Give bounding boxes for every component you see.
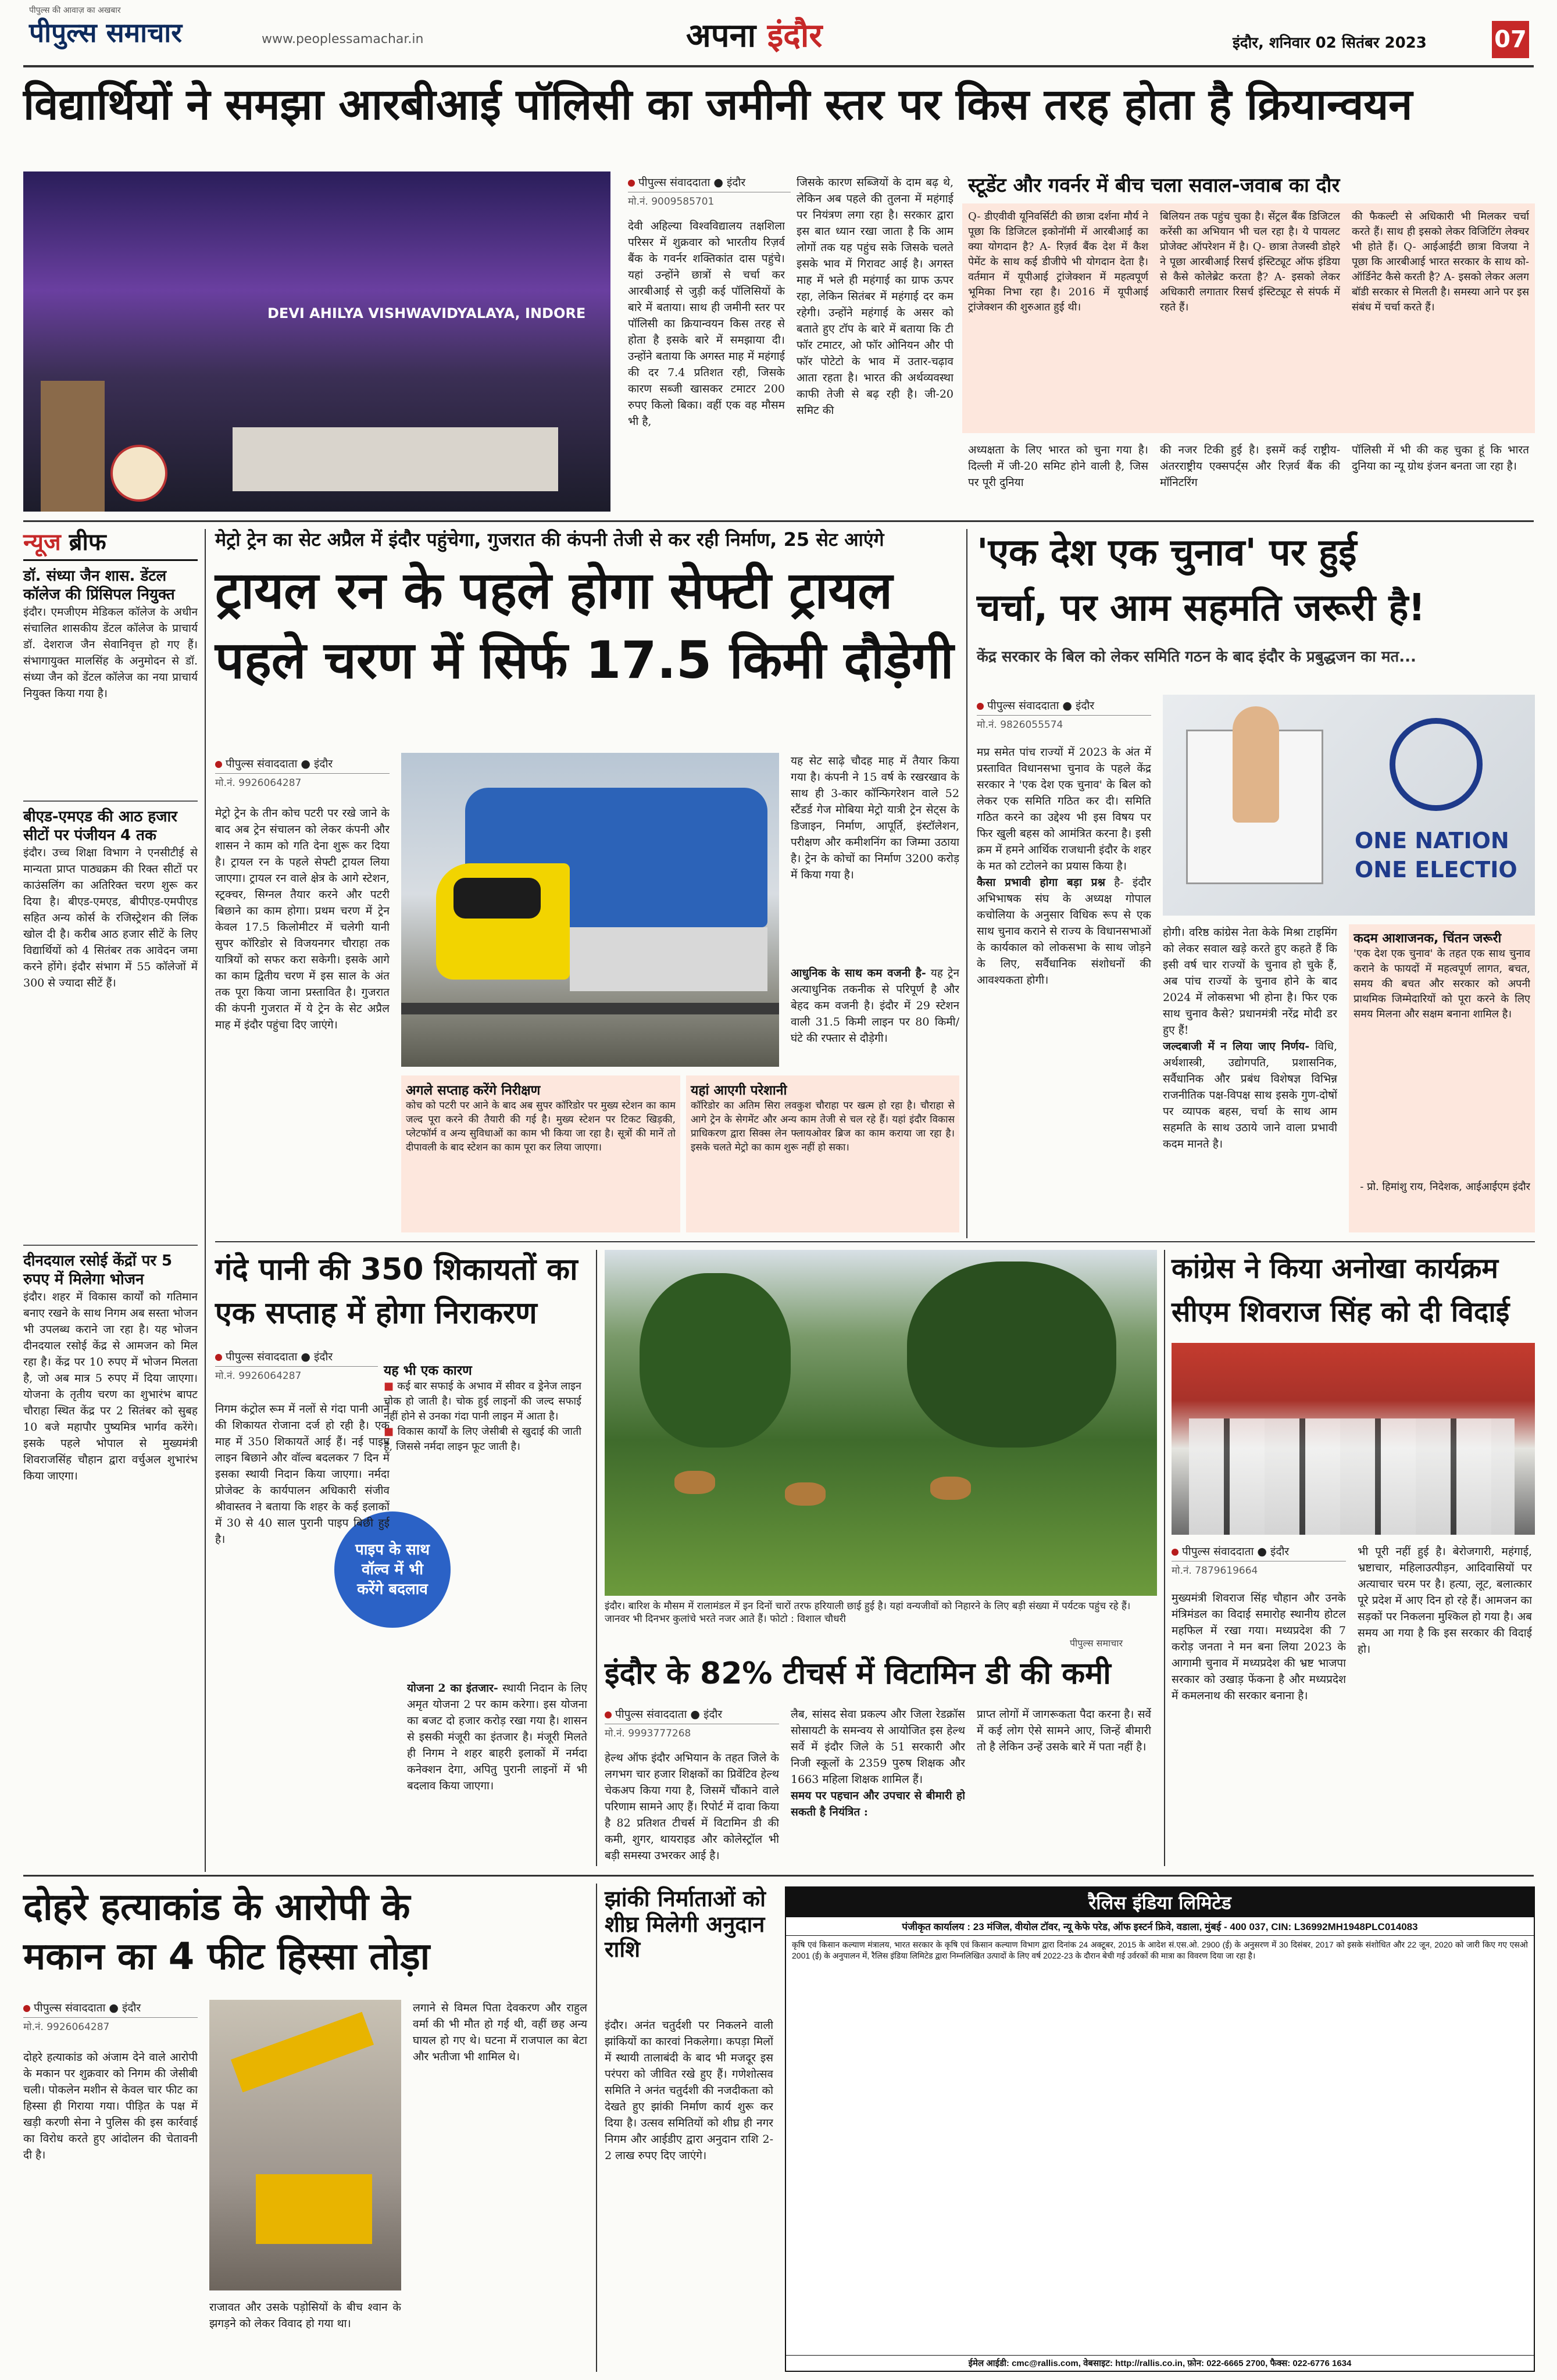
onoe-sub-2: जल्दबाजी में न लिया जाए निर्णय- <box>1163 1040 1310 1053</box>
news-brief-column <box>23 529 198 1866</box>
congress-headline-1: कांग्रेस ने किया अनोखा कार्यक्रम <box>1172 1252 1499 1285</box>
congress-col-1: मुख्यमंत्री शिवराज सिंह चौहान और उनके मंत्रिमंडल का विदाई समारोह स्थानीय होटल महफिल में रखा गया। मध्यप्रदेश की 7 करोड़ जनता ने मन बना लिया 2023 के आगामी चुनाव में मध्यप्रदेश की भ्रष्ट भाजपा सरकार को उखाड़ फेंकना है और मध्यप्रदेश में कमलनाथ की सरकार बनाना है। <box>1172 1592 1346 1702</box>
vitd-sub: समय पर पहचान और उपचार से बीमारी हो सकती है नियंत्रित : <box>791 1789 965 1818</box>
metro-col-1: मेट्रो ट्रेन के तीन कोच पटरी पर रखे जाने के बाद अब ट्रेन संचालन को लेकर कंपनी और शासन ने काम को गति देना शुरू कर दिया है। ट्रायल रन के पहले सेफ्टी ट्रायल लिया जाएगा। ट्रायल रन वाले क्षेत्र के आगे स्टेशन, स्ट्रक्चर, सिग्नल तैयार करने और पटरी बिछाने का काम होगा। प्रथम चरण में ट्रेन केवल 17.5 किलोमीटर में चलेगी यानी सुपर कॉरिडोर से विजयनगर चौराहा तक यात्रियों को सफर करा सकेगी। इसके आगे का काम द्वितीय चरण में इस साल के अंत तक पूरा किया जाना प्रस्तावित है। गुजरात की कंपनी गुजरात में ये ट्रेन के सेट अप्रैल माह में इंदौर पहुंचा दिए जाएंगे। <box>215 807 390 1031</box>
rbi-banner-text: DEVI AHILYA VISHWAVIDYALAYA, INDORE <box>267 305 586 321</box>
section-title <box>686 17 822 55</box>
congress-photo <box>1172 1343 1535 1535</box>
page-number: 07 <box>1492 21 1529 58</box>
metro-col-2b: यह ट्रेन अत्याधुनिक तकनीक से परिपूर्ण है और बेहद कम वजनी है। इंदौर में 29 स्टेशन वाली 31.5 किमी लाइन पर 80 किमी/घंटे की रफ्तार से दौड़ेगी। <box>791 967 959 1045</box>
weather-caption: इंदौर। बारिश के मौसम में रालामंडल में इन दिनों चारों तरफ हरियाली छाई हुई है। यहां वन्यजीवों को निहारने के लिए बड़ी संख्या में पर्यटक पहुंच रहे हैं। जानवर भी दिनभर कुलांचे भरते नजर आते हैं। फोटो : विशाल चौधरी <box>605 1600 1131 1625</box>
vitd-byline <box>605 1706 779 1739</box>
brief-3-body: इंदौर। शहर में विकास कार्यों को गतिमान बनाए रखने के साथ निगम अब सस्ता भोजन भी उपलब्ध कराने जा रहा है। यह भोजन दीनदयाल रसोई केंद्र से आमजन को मिल रहा है। केंद्र पर 10 रुपए में भोजन मिलता है, जो अब मात्र 5 रुपए में दिया जाएगा। योजना के तृतीय चरण का शुभारंभ बापट चौराहा स्थित केंद्र पर 2 सितंबर को सुबह 10 बजे महापौर पुष्यमित्र भार्गव करेंगे। इसके पहले भोपाल से मुख्यमंत्री शिवराजसिंह चौहान द्वारा वर्चुअल शुभारंभ किया जाएगा। <box>23 1291 198 1482</box>
metro-box-1 <box>401 1075 680 1232</box>
murder-col-3: लगाने से विमल पिता देवकरण और राहुल वर्मा की भी मौत हो गई थी, वहीं छह अन्य घायल हो गए थे। घटना में राजपाल का बेटा और भतीजा भी शामिल थे। <box>413 2002 587 2063</box>
jhanki-body: इंदौर। अनंत चतुर्दशी पर निकलने वाली झांकियों का कारवां निकलेगा। कपड़ा मिलों में स्थायी तालाबंदी के बाद भी मजदूर इस परंपरा को जीवित रखे हुए हैं। गणेशोत्सव समिति ने अनंत चतुर्दशी की नजदीकता को देखते हुए झांकी निर्माण कार्य शुरू कर दिया है। उत्सव समितियों को शीघ्र ही नगर निगम और आईडीए द्वारा अनुदान राशि 2-2 लाख रुपए दिए जाएंगे। <box>605 2019 773 2162</box>
water-sub: योजना 2 का इंतजार- <box>407 1682 498 1695</box>
byline-text: पीपुल्स संवाददाता ● इंदौर <box>615 1708 723 1721</box>
water-box-item-1-text: कई बार सफाई के अभाव में सीवर व ड्रेनेज लाइन चोक हो जाती है। चोक हुई लाइनों की जल्द सफाई नहीं होने से उनका गंदा पानी लाइन में आता है। <box>384 1380 581 1423</box>
rbi-qa-col-3: की फैकल्टी से अधिकारी भी मिलकर चर्चा करते हैं। साथ ही इसको लेकर विजिटिंग लेक्चर भी होते हैं। Q- आईआईटी छात्रा विजया ने पूछा कि आरबीआई भारत सरकार के साथ को-ऑर्डिनेट कैसे करती है? A- इसको लेकर अलग बॉडी सरकार से मिलती है। समस्या आने पर इस संबंध में चर्चा करते हैं। <box>1352 210 1529 313</box>
metro-train-photo <box>401 753 779 1067</box>
byline-dot-icon <box>215 1354 222 1361</box>
murder-headline-1: दोहरे हत्याकांड के आरोपी के <box>23 1886 410 1929</box>
onoe-side-body: 'एक देश एक चुनाव' के तहत एक साथ चुनाव कराने के फायदों में महत्वपूर्ण लागत, बचत, समय की बचत और सरकार को अपनी प्राथमिक जिम्मेदारियों को पूरा करने के लिए समय मिलना और सक्षम बनाना शामिल है। <box>1354 948 1530 1020</box>
metro-box-1-body: कोच को पटरी पर आने के बाद अब सुपर कॉरिडोर पर मुख्य स्टेशन का काम जल्द पूरा करने की तैयारी की गई है। मुख्य स्टेशन पर टिकट खिड़की, प्लेटफॉर्म व अन्य सुविधाओं का काम भी किया जा रहा है। सूत्रों की मानें तो दीपावली के बाद स्टेशन का काम पूरा कर लिया जाएगा। <box>406 1100 676 1153</box>
deer-icon <box>930 1477 971 1500</box>
byline-dot-icon <box>1172 1549 1179 1556</box>
water-box-item-2 <box>384 1424 581 1455</box>
metro-box-2 <box>686 1075 959 1232</box>
congress-col-2: भी पूरी नहीं हुई है। बेरोजगारी, महंगाई, भ्रष्टाचार, महिलाउत्पीड़न, आदिवासियों पर अत्याचार चरम पर है। हत्या, लूट, बलात्कार पूरे प्रदेश में आए दिन हो रहे हैं। आमजन का सड़कों पर निकलना मुश्किल हो गया है। अब समय आ गया है कि इस सरकार की विदाई हो। <box>1358 1545 1532 1656</box>
train-window <box>453 878 541 919</box>
water-vrule <box>596 1250 597 1866</box>
train-body <box>570 927 767 991</box>
metro-vrule <box>966 529 967 1238</box>
brief-vrule <box>205 529 206 1872</box>
rallis-title: रैलिस इंडिया लिमिटेड <box>786 1888 1534 1917</box>
byline-mobile: मो.नं. 7879619664 <box>1172 1561 1346 1577</box>
dateline: इंदौर, शनिवार 02 सितंबर 2023 <box>1233 34 1427 52</box>
onoe-sidebox <box>1349 924 1535 1232</box>
onoe-side-title: कदम आशाजनक, चिंतन जरूरी <box>1354 931 1502 946</box>
murder-col-1: दोहरे हत्याकांड को अंजाम देने वाले आरोपी के मकान पर शुक्रवार को निगम की जेसीबी चली। पोकलेन मशीन से केवल चार फीट का हिस्सा ही गिराया गया। पीड़ित के पक्ष में खड़ी करणी सेना ने पुलिस की इस कार्रवाई का विरोध करते हुए आंदोलन की चेतावनी दी है। <box>23 2051 198 2161</box>
vitd-col-1: हेल्थ ऑफ इंदौर अभियान के तहत जिले के लगभग चार हजार शिक्षकों का प्रिवेंटिव हेल्थ चेकअप किया गया है, जिसमें चौंकाने वाले परिणाम सामने आए हैं। रिपोर्ट में दावा किया है 82 प्रतिशत टीचर्स में विटामिन डी की कमी, शुगर, थायराइड और कोलेस्ट्रॉल भी बड़ी समस्या उभरकर आई है। <box>605 1752 779 1862</box>
onoe-side-sign: - प्रो. हिमांशु राय, निदेशक, आईआईएम इंदौर <box>1360 1181 1530 1193</box>
metro-sub: आधुनिक के साथ कम वजनी है- <box>791 967 926 980</box>
water-headline-2: एक सप्ताह में होगा निराकरण <box>215 1296 537 1331</box>
rbi-photo <box>23 171 610 512</box>
masthead-rule <box>23 65 1534 67</box>
bullet-icon: ■ <box>384 1380 394 1392</box>
vitd-col-2-text: लैब, सांसद सेवा प्रकल्प और जिला रेडक्रॉस सोसायटी के समन्वय से आयोजित इस हेल्थ सर्वे में इंदौर जिले के 51 सरकारी और निजी स्कूलों के 2359 पुरुष शिक्षक और 1663 महिला शिक्षक शामिल हैं। <box>791 1708 965 1786</box>
rbi-col-4a: अध्यक्षता के लिए भारत को चुना गया है। दिल्ली में जी-20 समिट होने वाली है, जिस पर पूरी दुनिया <box>968 444 1148 489</box>
weather-credit: पीपुल्स समाचार <box>1070 1638 1123 1649</box>
water-col-1: निगम कंट्रोल रूम में नलों से गंदा पानी आने की शिकायत रोजाना दर्ज हो रही है। एक माह में 350 शिकायतें आई हैं। नई पाइप लाइन बिछाने और वॉल्व बदलकर 7 दिन में इसका स्थायी निदान किया जाएगा। नर्मदा प्रोजेक्ट के कार्यपालन अधिकारी संजीव श्रीवास्तव ने बताया कि शहर के कई इलाकों में 30 से 40 साल पुरानी पाइप बिछी हुई है। <box>215 1403 390 1546</box>
onoe-col-2-text: होगी। वरिष्ठ कांग्रेस नेता केके मिश्रा टाइमिंग को लेकर सवाल खड़े करते हुए कहते हैं कि इसी वर्ष चार राज्यों के चुनाव हो चुके हैं, अब पांच राज्यों के चुनाव होने के बाद 2024 में लोकसभा भी होना है। फिर एक साथ चुनाव कैसे? प्रधानमंत्री नरेंद्र मोदी डर हुए हैं! <box>1163 926 1337 1037</box>
water-col-2-text: स्थायी निदान के लिए अमृत योजना 2 पर काम करेगा। इस योजना का बजट दो हजार करोड़ रखा गया है। शासन से इसकी मंजूरी का इंतजार है। मंजूरी मिलते ही निगम ने शहर बाहरी इलाकों में नर्मदा कनेक्शन देगा, अपितु पुरानी लाइनों में भी बदलाव किया जाएगा। <box>407 1682 587 1792</box>
rbi-col-4b: की नजर टिकी हुई है। इसमें कई राष्ट्रीय-अंतरराष्ट्रीय एक्सपर्ट्स और रिज़र्व बैंक की मॉनिटरिंग <box>1160 444 1340 489</box>
metro-kicker: मेट्रो ट्रेन का सेट अप्रैल में इंदौर पहुंचेगा, गुजरात की कंपनी तेजी से कर रही निर्माण, 25 सेट आएंगे <box>215 528 884 551</box>
byline-mobile: मो.नं. 9993777268 <box>605 1724 779 1739</box>
byline-dot-icon <box>605 1711 612 1718</box>
podium <box>41 381 105 512</box>
ashoka-chakra-icon <box>1390 718 1483 811</box>
byline-mobile: मो.नं. 9926064287 <box>215 1366 378 1382</box>
stage-table <box>233 427 558 491</box>
byline-mobile: मो.नं. 9926064287 <box>23 2017 198 2033</box>
byline-text: पीपुल्स संवाददाता ● इंदौर <box>987 699 1095 712</box>
byline-dot-icon <box>628 180 635 187</box>
divider-2 <box>215 1241 1535 1242</box>
onoe-deck: केंद्र सरकार के बिल को लेकर समिति गठन के बाद इंदौर के प्रबुद्धजन का मत... <box>977 648 1416 666</box>
water-headline-1: गंदे पानी की 350 शिकायतों का <box>215 1252 578 1287</box>
news-brief-label-b: ब्रीफ <box>69 529 106 556</box>
vitd-col-2 <box>791 1706 965 1866</box>
metro-byline <box>215 756 390 789</box>
rallis-office: पंजीकृत कार्यालय : 23 मंजिल, वीयोल टॉवर, न्यू केफे परेड, ऑफ इस्टर्न फ्रिवे, वडाला, मुंबई - 400 037, CIN: L36992MH1948PLC014083 <box>786 1917 1534 1936</box>
section-prefix: अपना <box>686 17 756 55</box>
byline-dot-icon <box>23 2005 30 2012</box>
rbi-qa-col-2: बिलियन तक पहुंच चुका है। सेंट्रल बैंक डिजिटल करेंसी का अभियान भी चल रहा है। ये पायलट प्रोजेक्ट ऑपरेशन में है। Q- छात्रा तेजस्वी डोहरे ने पूछा आरबीआई रिसर्च इंस्टिट्यूट ऑफ इंडिया से कैसे कोलेब्रेट करता है? A- इसको लेकर अधिकारी लगातार रिसर्च इंस्टिट्यूट से संपर्क में रहते हैं। <box>1160 210 1340 313</box>
weather-photo <box>605 1250 1157 1596</box>
vitd-vrule <box>1164 1250 1165 1866</box>
byline-mobile: मो.नं. 9826055574 <box>977 715 1151 731</box>
brief-1-body: इंदौर। एमजीएम मेडिकल कॉलेज के अधीन संचालित शासकीय डेंटल कॉलेज के प्राचार्य डॉ. देशराज जैन सेवानिवृत्त हो गए हैं। संभागायुक्त मालसिंह के अनुमोदन से डॉ. संध्या जैन को डेंटल कॉलेज का नया प्राचार्य नियुक्त किया गया है। <box>23 606 198 700</box>
onoe-byline <box>977 698 1151 731</box>
people-group <box>1189 1418 1515 1535</box>
brief-1-title: डॉ. संध्या जैन शास. डेंटल कॉलेज की प्रिंसिपल नियुक्त <box>23 567 175 603</box>
bullet-icon: ■ <box>384 1425 394 1438</box>
byline-mobile: मो.नं. 9009585701 <box>628 192 791 208</box>
metro-box-2-body: कॉरिडोर का अतिम सिरा लवकुश चौराहा पर खत्म हो रहा है। चौराहा से आगे ट्रेन के सेगमेंट और अन्य काम तेजी से चल रहे हैं। यहां इंदौर विकास प्राधिकरण द्वारा सिक्स लेन फ्लायओवर ब्रिज का काम कराया जा रहा है। इसके चलते मेट्रो का काम शुरू नहीं हो सका। <box>691 1100 955 1153</box>
water-box-item-1 <box>384 1379 581 1424</box>
byline-text: पीपुल्स संवाददाता ● इंदौर <box>34 2002 141 2014</box>
byline-text: पीपुल्स संवाददाता ● इंदौर <box>226 757 333 770</box>
divider-3 <box>23 1875 1534 1877</box>
jcb-body <box>256 2174 372 2244</box>
water-box-item-2-text: विकास कार्यों के लिए जेसीबी से खुदाई की जाती है, जिससे नर्मदा लाइन फूट जाती है। <box>384 1425 581 1453</box>
news-brief-label-a: न्यूज <box>23 529 61 556</box>
onoe-col-1b: है- इंदौर अभिभाषक संघ के अध्यक्ष गोपाल कचोलिया के अनुसार विधिक रूप से एक साथ चुनाव कराने से राज्य के विधानसभाओं के कार्यकाल को लोकसभा के साथ जोड़ने के लिए, सर्वैधानिक संशोधनों की आवश्यकता होगी। <box>977 876 1151 987</box>
brand-tagline: पीपुल्स की आवाज़ का अखबार <box>29 6 121 15</box>
onoe-col-2 <box>1163 924 1337 1232</box>
vitd-col-3: प्राप्त लोगों में जागरूकता पैदा करना है। सर्वे में कई लोग ऐसे सामने आए, जिन्हें बीमारी तो है लेकिन उन्हें उसके बारे में पता नहीं है। <box>977 1708 1151 1753</box>
rallis-notice <box>785 1886 1535 2372</box>
onoe-graphic <box>1163 695 1535 916</box>
metro-box-1-title: अगले सप्ताह करेंगे निरीक्षण <box>406 1083 541 1098</box>
byline-dot-icon <box>977 703 984 710</box>
deer-icon <box>674 1471 715 1494</box>
rbi-col-4c: पॉलिसी में भी की कह चुका हूं कि भारत दुनिया का न्यू ग्रोथ इंजन बनता जा रहा है। <box>1352 444 1529 473</box>
water-callout: पाइप के साथ वॉल्व में भी करेंगे बदलाव <box>334 1511 451 1628</box>
rbi-col-1: देवी अहिल्या विश्वविद्यालय तक्षशिला परिसर में शुक्रवार को भारतीय रिज़र्व बैंक के गवर्नर शक्तिकांत दास पहुंचे। यहां उन्होंने छात्रों से चर्चा कर आरबीआई से जुड़ी कई पॉलिसियों के बारे में बताया। साथ ही जमीनी स्तर पर पॉलिसी का क्रियान्वयन किस तरह से होता है इसके बारे में समझाया दी। उन्होंने बताया कि अगस्त माह में महंगाई की दर 7.4 प्रतिशत रही, जिसके कारण सब्जी खासकर टमाटर 200 रुपए किलो बिका। वहीं एक वह मौसम भी है, <box>628 220 785 428</box>
univ-seal-icon <box>110 445 167 502</box>
metro-box-2-title: यहां आएगी परेशानी <box>691 1083 787 1098</box>
divider-1 <box>23 520 1534 522</box>
rbi-headline: विद्यार्थियों ने समझा आरबीआई पॉलिसी का जमीनी स्तर पर किस तरह होता है क्रियान्वयन <box>23 80 1413 130</box>
metro-headline-2: पहले चरण में सिर्फ 17.5 किमी दौड़ेगी <box>215 630 954 690</box>
section-city: इंदौर <box>767 17 823 55</box>
byline-text: पीपुल्स संवाददाता ● इंदौर <box>638 176 746 189</box>
water-box-title: यह भी एक कारण <box>384 1363 472 1378</box>
graphic-line-2: ONE ELECTIO <box>1355 857 1517 882</box>
rallis-footer: ईमेल आईडी: cmc@rallis.com, वेबसाइट: http://rallis.co.in, फ़ोन: 022-6665 2700, फैक्स: 022-6776 1634 <box>786 2355 1534 2371</box>
onoe-col-2b: विधि, अर्थशास्त्री, उद्योगपति, प्रशासनिक, सर्वैधानिक और प्रबंध विशेषज्ञ विभिन्न राजनीतिक पक्ष-विपक्ष साथ इसके गुण-दोषों पर व्यापक बहस, चर्चा के साथ आम सहमति के साथ उठाये जाने वाला प्रभावी कदम मानते है। <box>1163 1040 1337 1150</box>
murder-col-2: राजावत और उसके पड़ोसियों के बीच श्वान के झगड़ने को लेकर विवाद हो गया था। <box>209 2301 401 2330</box>
murder-vrule <box>596 1884 597 2372</box>
brief-2-title: बीएड-एमएड की आठ हजार सीटों पर पंजीयन 4 तक <box>23 808 177 844</box>
congress-byline <box>1172 1543 1346 1577</box>
tree-icon <box>907 1262 1116 1448</box>
jcb-arm <box>231 2012 374 2092</box>
byline-mobile: मो.नं. 9926064287 <box>215 773 390 789</box>
brand-logo: पीपुल्स समाचार <box>29 17 183 48</box>
water-byline <box>215 1349 378 1382</box>
metro-col-2-sub <box>791 965 959 1070</box>
onoe-col-1 <box>977 744 1151 1232</box>
tree-icon <box>640 1273 791 1448</box>
byline-text: पीपुल्स संवाददाता ● इंदौर <box>226 1350 333 1363</box>
rbi-byline <box>628 174 791 208</box>
vitd-headline: इंदौर के 82% टीचर्स में विटामिन डी की कमी <box>605 1656 1111 1691</box>
rbi-qa-title: स्टूडेंट और गवर्नर में बीच चला सवाल-जवाब का दौर <box>968 174 1340 197</box>
water-col-2 <box>407 1680 587 1860</box>
brief-2-body: इंदौर। उच्च शिक्षा विभाग ने एनसीटीई से मान्यता प्राप्त पाठ्यक्रम की रिक्त सीटों पर काउंसलिंग का अतिरिक्त चरण शुरू कर दिया है। बीएड-एमएड, बीपीएड-एमपीएड सहित अन्य कोर्स के रजिस्ट्रेशन की लिंक खोल दी है। करीब आठ हजार सीटें के लिए विद्यार्थियों को 4 सितंबर तक आवेदन जमा करने होंगे। इंदौर संभाग में 55 कॉलेजों में 300 से ज्यादा सीटें हैं। <box>23 846 198 989</box>
graphic-line-1: ONE NATION <box>1355 828 1509 853</box>
rbi-col-2: जिसके कारण सब्जियों के दाम बढ़ थे, लेकिन अब पहले की तुलना में महंगाई पर नियंत्रण लगा रहा है। सरकार द्वारा इस बात ध्यान रखा जाता है कि आम लोगों तक यह पहुंच सके जिसके चलते इसके भाव में गिरावट आई है। अगस्त माह में भले ही महंगाई का ग्राफ ऊपर रहा, लेकिन सितंबर में महंगाई दर कम रहेगी। उन्होंने महंगाई के असर को बताते हुए टॉप के बारे में बताया कि टी फॉर टमाटर, ओ फॉर ओनियन और पी फॉर पोटेटो के भाव में उतार-चढ़ाव आता रहता है। भारत की अर्थव्यवस्था काफी तेजी से बढ़ रही है। जी-20 समिट की <box>797 176 954 417</box>
metro-col-2: यह सेट साढ़े चौदह माह में तैयार किया गया है। कंपनी ने 15 वर्ष के रखरखाव के साथ ही 3-कार कॉन्फिगरेशन वाले 52 स्टैंडर्ड गेज मोबिया मेट्रो यात्री ट्रेन सेट्स के डिजाइन, निर्माण, आपूर्ति, इंस्टॉलेशन, परीक्षण और कमीशनिंग का जिम्मा उठाया है। ट्रेन के कोचों का निर्माण 3200 करोड़ में किया गया है। <box>791 755 959 881</box>
onoe-col-1-text: मप्र समेत पांच राज्यों में 2023 के अंत में प्रस्तावित विधानसभा चुनाव के पहले केंद्र सरकार ने 'एक देश एक चुनाव' के बिल को लेकर एक समिति गठित कर दी। समिति गठित करने का उद्देश्य भी इस विषय पर फिर खुली बहस को आमंत्रित करना है। इसी क्रम में हमने आर्थिक राजधानी इंदौर के शहर के मत को टटोलने का प्रयास किया है। <box>977 746 1151 873</box>
masthead <box>0 0 1557 70</box>
murder-byline <box>23 2000 198 2033</box>
onoe-headline-2: चर्चा, पर आम सहमति जरूरी है! <box>977 587 1426 630</box>
byline-text: पीपुल्स संवाददाता ● इंदौर <box>1182 1545 1290 1558</box>
brief-3-title: दीनदयाल रसोई केंद्रों पर 5 रुपए में मिलेगा भोजन <box>23 1252 173 1288</box>
jhanki-headline: झांकी निर्माताओं को शीघ्र मिलेगी अनुदान राशि <box>605 1886 766 1963</box>
track <box>401 1003 779 1014</box>
finger-vote-icon <box>1233 706 1279 823</box>
onoe-sub: कैसा प्रभावी होगा बड़ा प्रश्न <box>977 876 1105 889</box>
murder-photo <box>209 2000 401 2290</box>
congress-headline-2: सीएम शिवराज सिंह को दी विदाई <box>1172 1296 1510 1328</box>
metro-headline-1: ट्रायल रन के पहले होगा सेफ्टी ट्रायल <box>215 560 893 620</box>
murder-headline-2: मकान का 4 फीट हिस्सा तोड़ा <box>23 1935 430 1978</box>
onoe-headline-1: 'एक देश एक चुनाव' पर हुई <box>977 531 1357 574</box>
news-brief-label <box>23 529 198 556</box>
byline-dot-icon <box>215 761 222 768</box>
rallis-body: कृषि एवं किसान कल्याण मंत्रालय, भारत सरकार के कृषि एवं किसान कल्याण विभाग द्वारा दिनांक 24 अक्टूबर, 2015 के आदेश सं.एस.ओ. 2900 (ई) के अनुसरण में 30 दिसंबर, 2017 को इसके संशोधित और 22 जून, 2020 को जारी किए गए एसओ 2001 (ई) के अनुपालन में, रैलिस इंडिया लिमिटेड द्वारा निम्नलिखित उत्पादों के लिए वर्ष 2022-23 के दौरान बेची गई उर्वरकों की मात्रा का विवरण दिया जा रहा है। <box>792 1940 1528 1960</box>
deer-icon <box>785 1482 826 1506</box>
site-url[interactable]: www.peoplessamachar.in <box>262 32 424 47</box>
rbi-qa-col-1: Q- डीएवीवी यूनिवर्सिटी की छात्रा दर्शना मौर्य ने पूछा कि डिजिटल इकोनॉमी में आरबीआई का क्या योगदान है? A- रिज़र्व बैंक देश में कैश पेमेंट के साथ कई डीजीपे भी योगदान देता है। वर्तमान में यूपीआई ट्रांजेक्शन में महत्वपूर्ण भूमिका निभा रहा है। 2016 में यूपीआई ट्रांजेक्शन की शुरुआत हुई थी। <box>968 210 1148 313</box>
